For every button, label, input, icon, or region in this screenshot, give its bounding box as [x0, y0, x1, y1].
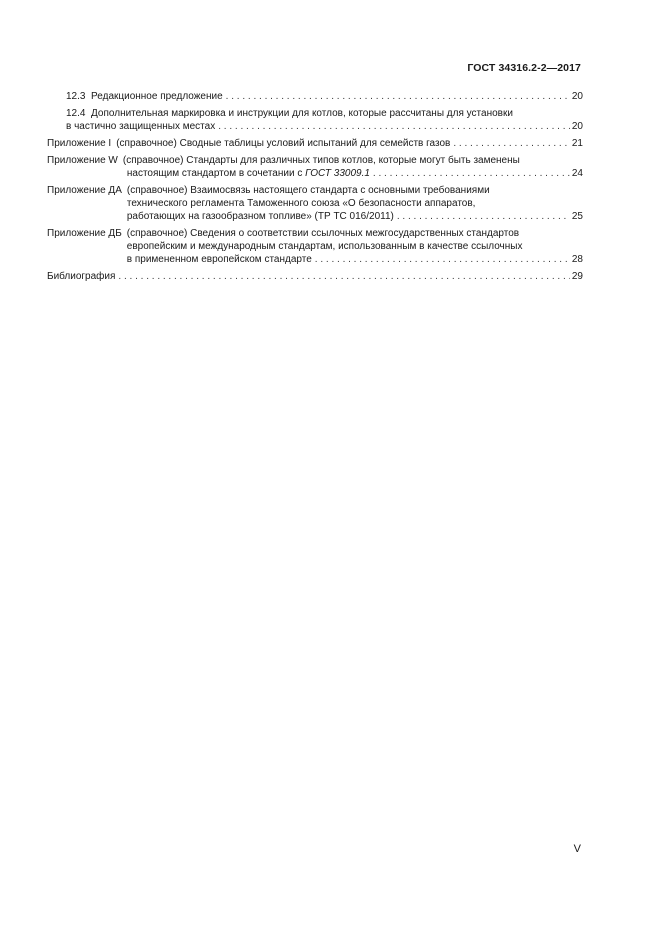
toc-entry-appendix-i[interactable] — [47, 137, 583, 150]
toc-entry-appendix-w[interactable] — [47, 154, 583, 180]
appendix-label: Приложение ДА — [47, 185, 122, 196]
toc-page-number: 29 — [571, 271, 583, 282]
leader-dots — [453, 137, 570, 150]
toc-entry-title: Библиография — [47, 271, 116, 282]
leader-dots — [226, 90, 570, 103]
document-code: ГОСТ 34316.2-2—2017 — [467, 62, 581, 74]
toc-entry-appendix-da[interactable] — [47, 184, 583, 223]
standard-reference: ГОСТ 33009.1 — [305, 168, 370, 179]
toc-entry-12-3[interactable] — [47, 90, 583, 103]
toc-entry-number: 12.4 — [66, 108, 86, 119]
toc-entry-title: (справочное) Сводные таблицы условий испытаний для семейств газов — [116, 138, 451, 149]
page-numeral: V — [573, 843, 581, 855]
toc-page-number: 20 — [571, 121, 583, 132]
toc-entry-appendix-db[interactable] — [47, 227, 583, 266]
toc-page-number: 28 — [571, 254, 583, 265]
toc-page-number: 24 — [571, 168, 583, 179]
leader-dots — [118, 270, 569, 283]
leader-dots — [218, 120, 570, 133]
toc-entry-title-line3: работающих на газообразном топливе» (ТР ТС 016/2011) — [126, 211, 394, 222]
toc-entry-title-line1: (справочное) Взаимосвязь настоящего стандарта с основными требованиями — [126, 185, 490, 196]
toc-entry-title-line3: в примененном европейском стандарте — [126, 254, 312, 265]
toc-entry-bibliography[interactable] — [47, 270, 583, 283]
toc-entry-title-line1: Дополнительная маркировка и инструкции для котлов, которые рассчитаны для установки — [91, 108, 513, 119]
table-of-contents — [47, 90, 583, 286]
appendix-label: Приложение I — [47, 138, 112, 149]
toc-page-number: 20 — [571, 91, 583, 102]
toc-page-number: 21 — [571, 138, 583, 149]
toc-page-number: 25 — [571, 211, 583, 222]
leader-dots — [373, 167, 570, 180]
toc-entry-title-line1: (справочное) Сведения о соответствии ссылочных межгосударственных стандартов — [126, 228, 520, 239]
toc-entry-title: Редакционное предложение — [91, 91, 223, 102]
toc-entry-title-line1: (справочное) Стандарты для различных типов котлов, которые могут быть заменены — [122, 155, 520, 166]
toc-entry-title-line2: европейским и международным стандартам, использованным в качестве ссылочных — [126, 241, 523, 252]
leader-dots — [397, 210, 570, 223]
toc-entry-12-4[interactable] — [47, 107, 583, 133]
leader-dots — [315, 253, 570, 266]
appendix-label: Приложение ДБ — [47, 228, 122, 239]
toc-entry-number: 12.3 — [66, 91, 86, 102]
toc-entry-title-line2: настоящим стандартом в сочетании с — [126, 168, 306, 179]
toc-entry-title-line2: в частично защищенных местах — [66, 121, 216, 132]
appendix-label: Приложение W — [47, 155, 118, 166]
toc-entry-title-line2: технического регламента Таможенного союза «О безопасности аппаратов, — [126, 198, 476, 209]
